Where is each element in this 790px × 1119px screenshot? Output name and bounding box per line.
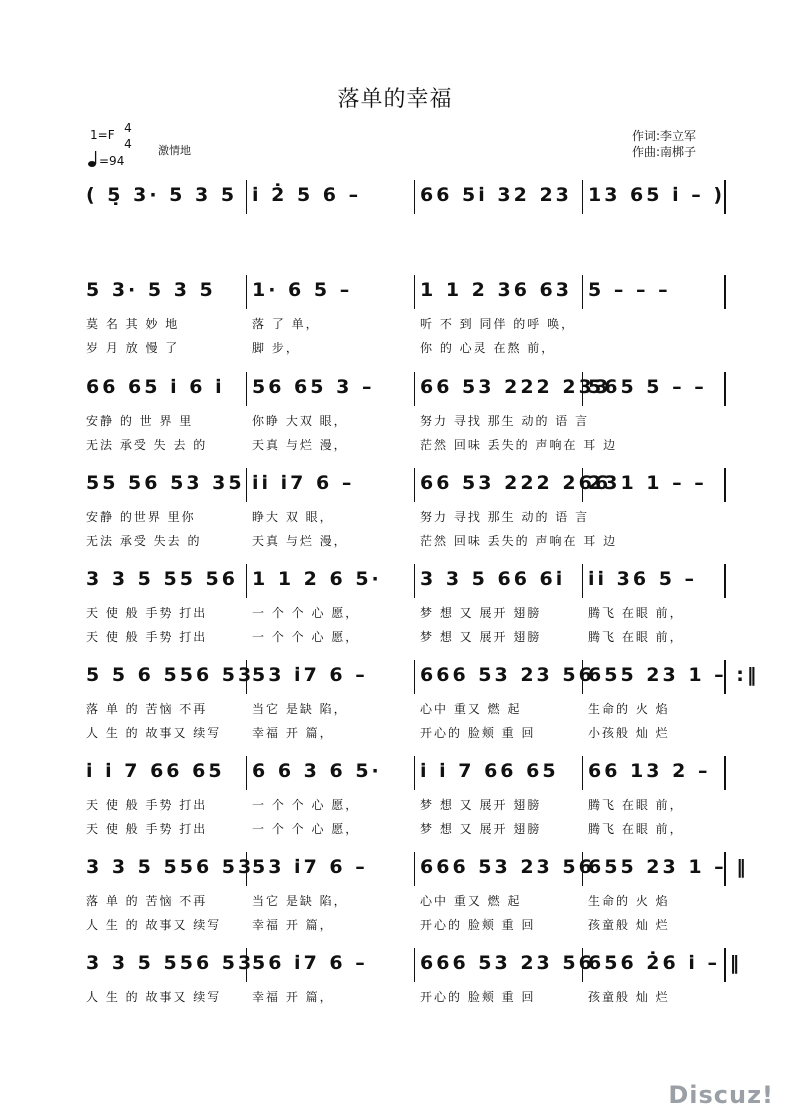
measure-notes: 55 56 53 35 [86,472,245,494]
song-title: 落单的幸福 [337,87,453,112]
bar-line [414,852,415,886]
lyric-line-1: 当它 是缺 陷， [252,702,348,716]
bar-line [724,468,726,502]
bar-line [582,564,583,598]
lyric-line-2: 人 生 的 故事又 续写 [86,726,222,740]
measure-notes: 666 53 23 56 [420,664,595,686]
bar-line [414,468,415,502]
quarter-note-icon [88,150,98,168]
measure-notes: i̇ 2̇ 5 6 – [252,184,362,206]
composer-credit: 作曲:南梆子 [632,145,697,159]
lyric-line-2: 脚 步， [252,341,300,355]
lyric-line-2: 开心的 脸颊 重 回 [420,918,536,932]
lyric-line-1: 孩童般 灿 烂 [588,990,670,1004]
lyric-line-1: 听 不 到 同伴 的呼 唤， [420,317,576,331]
time-signature [122,120,134,152]
score-row [0,852,790,948]
lyric-line-2: 一 个 个 心 愿， [252,822,360,836]
lyric-line-1: 幸福 开 篇， [252,990,334,1004]
bar-line [246,564,247,598]
bar-line [582,180,583,214]
measure-notes: 56 65 3 – [252,376,375,398]
bar-line [414,948,415,982]
lyric-line-1: 人 生 的 故事又 续写 [86,990,222,1004]
bar-line [414,275,415,309]
lyric-line-1: 莫 名 其 妙 地 [86,317,180,331]
lyric-line-2: 幸福 开 篇， [252,726,334,740]
lyric-line-1: 生命的 火 焰 [588,702,670,716]
measure-notes: 3 3 5 556 53 [86,952,255,974]
measure-notes: 53 i̇7 6 – [252,856,368,878]
lyric-line-2: 茫然 回味 丢失的 声响在 耳 边 [420,438,618,452]
lyric-line-2: 小孩般 灿 烂 [588,726,670,740]
measure-notes: 231 1 – – [588,472,707,494]
bar-line [246,372,247,406]
bar-line [246,275,247,309]
measure-notes: 1 1 2 36 63 [420,279,573,301]
score-row [0,372,790,468]
measure-notes: 3 3 5 556 53 [86,856,255,878]
measure-notes: 66 65 i̇ 6 i̇ [86,376,225,398]
score-row [0,468,790,564]
lyric-line-1: 安静 的 世 界 里 [86,414,194,428]
lyric-line-2: 你 的 心灵 在熬 前， [420,341,556,355]
lyric-line-2: 梦 想 又 展开 翅膀 [420,630,542,644]
measure-notes: 13 65 i̇ – ) [588,184,726,206]
lyric-line-1: 天 使 般 手势 打出 [86,606,208,620]
score-row [0,275,790,371]
lyric-line-1: 梦 想 又 展开 翅膀 [420,606,542,620]
measure-notes: 655 23 1 – :‖ [588,664,760,686]
lyric-line-2: 无法 承受 失 去 的 [86,438,208,452]
tempo-value: =94 [99,154,125,168]
lyric-line-2: 孩童般 灿 烂 [588,918,670,932]
lyric-line-2: 天真 与烂 漫， [252,534,348,548]
measure-notes: 666 53 23 56 [420,952,595,974]
lyric-line-2: 茫然 回味 丢失的 声响在 耳 边 [420,534,618,548]
score-row [0,948,790,1044]
measure-notes: 6 6 3 6 5· [252,760,382,782]
bar-line [724,564,726,598]
lyricist-credit: 作词:李立军 [632,129,697,143]
measure-notes: 5 – – – [588,279,671,301]
lyric-line-1: 当它 是缺 陷， [252,894,348,908]
lyric-line-1: 开心的 脸颊 重 回 [420,990,536,1004]
lyric-line-1: 梦 想 又 展开 翅膀 [420,798,542,812]
time-signature-top: 4 [124,121,132,135]
bar-line [246,756,247,790]
measure-notes: 5 5 6 556 53 [86,664,255,686]
expression-marking: 激情地 [158,144,191,157]
lyric-line-1: 落 单 的 苦恼 不再 [86,894,208,908]
measure-notes: i̇i̇ i̇7 6 – [252,472,355,494]
key-signature: 1=F [90,128,115,142]
tempo-marking [88,150,124,168]
watermark-logo: Discuz! [668,1081,774,1109]
bar-line [582,275,583,309]
lyric-line-1: 安静 的世界 里你 [86,510,196,524]
bar-line [582,756,583,790]
bar-line [414,372,415,406]
lyric-line-1: 努力 寻找 那生 动的 语 言 [420,510,590,524]
measure-notes: 666 53 23 56 [420,856,595,878]
score-row [0,756,790,852]
lyric-line-2: 幸福 开 篇， [252,918,334,932]
bar-line [724,372,726,406]
measure-notes: 66 5i̇ 32 23 [420,184,572,206]
bar-line [246,180,247,214]
lyric-line-1: 努力 寻找 那生 动的 语 言 [420,414,590,428]
lyric-line-2: 天 使 般 手势 打出 [86,630,208,644]
bar-line [414,756,415,790]
lyric-line-1: 天 使 般 手势 打出 [86,798,208,812]
credits [632,128,696,160]
bar-line [414,180,415,214]
bar-line [724,756,726,790]
lyric-line-1: 一 个 个 心 愿， [252,606,360,620]
lyric-line-2: 腾飞 在眼 前， [588,822,684,836]
lyric-line-1: 落 了 单， [252,317,320,331]
measure-notes: 66 53 222 266 [420,472,612,494]
measure-notes: 655 23 1 – ‖ [588,856,749,878]
lyric-line-2: 无法 承受 失去 的 [86,534,202,548]
lyric-line-1: 睁大 双 眼， [252,510,334,524]
measure-notes: 1 1 2 6 5· [252,568,382,590]
lyric-line-2: 天真 与烂 漫， [252,438,348,452]
measure-notes: 56 i̇7 6 – [252,952,368,974]
measure-notes: i̇ i̇ 7 66 65 [420,760,559,782]
lyric-line-2: 人 生 的 故事又 续写 [86,918,222,932]
measure-notes: 565 5 – – [588,376,707,398]
lyric-line-2: 天 使 般 手势 打出 [86,822,208,836]
lyric-line-1: 心中 重又 燃 起 [420,894,522,908]
measure-notes: 3 3 5 66 6i̇ [420,568,566,590]
measure-notes: 53 i̇7 6 – [252,664,368,686]
measure-notes: 3 3 5 55 56 [86,568,239,590]
lyric-line-1: 生命的 火 焰 [588,894,670,908]
time-signature-bottom: 4 [124,137,132,151]
measure-notes: 66 53 222 233 [420,376,612,398]
lyric-line-1: 你睁 大双 眼， [252,414,348,428]
measure-notes: 5 3· 5 3 5 [86,279,216,301]
lyric-line-1: 腾飞 在眼 前， [588,798,684,812]
lyric-line-2: 岁 月 放 慢 了 [86,341,180,355]
measure-notes: ( 5̣ 3· 5 3 5 [86,184,238,206]
lyric-line-2: 梦 想 又 展开 翅膀 [420,822,542,836]
measure-notes: i̇i̇ 36 5 – [588,568,698,590]
measure-notes: 1· 6 5 – [252,279,353,301]
lyric-line-2: 腾飞 在眼 前， [588,630,684,644]
measure-notes: 656 2̇6 i̇ – ‖ [588,952,743,974]
lyric-line-1: 心中 重又 燃 起 [420,702,522,716]
bar-line [724,275,726,309]
lyric-line-1: 一 个 个 心 愿， [252,798,360,812]
score-row [0,180,790,276]
score-row [0,660,790,756]
lyric-line-2: 一 个 个 心 愿， [252,630,360,644]
measure-notes: 66 13 2 – [588,760,711,782]
measure-notes: i̇ i̇ 7 66 65 [86,760,225,782]
bar-line [414,564,415,598]
lyric-line-1: 腾飞 在眼 前， [588,606,684,620]
score-row [0,564,790,660]
lyric-line-1: 落 单 的 苦恼 不再 [86,702,208,716]
bar-line [246,468,247,502]
lyric-line-2: 开心的 脸颊 重 回 [420,726,536,740]
bar-line [414,660,415,694]
